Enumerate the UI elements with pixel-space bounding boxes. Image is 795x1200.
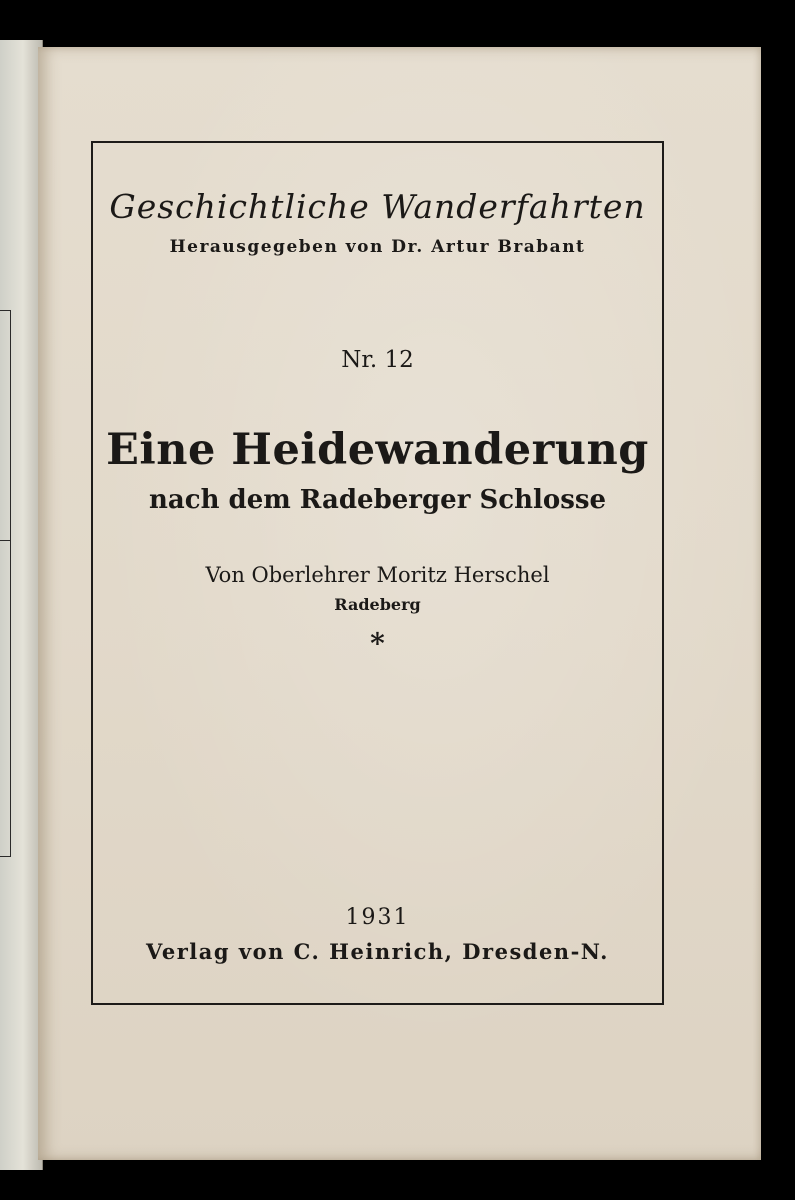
facing-page-rule <box>0 540 10 541</box>
volume-number: Nr. 12 <box>341 347 414 373</box>
series-title: Geschichtliche Wanderfahrten <box>109 187 646 226</box>
title-page <box>38 47 761 1160</box>
subtitle: nach dem Radeberger Schlosse <box>148 485 607 515</box>
main-title: Eine Heidewanderung <box>106 425 649 475</box>
title-page-frame <box>91 141 664 1005</box>
author-place: Radeberg <box>334 595 421 614</box>
publication-year: 1931 <box>345 905 410 930</box>
facing-page-edge <box>0 40 43 1170</box>
asterisk-ornament: * <box>370 627 385 660</box>
facing-page-frame-line <box>0 310 11 857</box>
editor-line: Herausgegeben von Dr. Artur Brabant <box>169 237 586 257</box>
publisher-line: Verlag von C. Heinrich, Dresden-N. <box>146 939 609 964</box>
author-line: Von Oberlehrer Moritz Herschel <box>205 563 550 587</box>
